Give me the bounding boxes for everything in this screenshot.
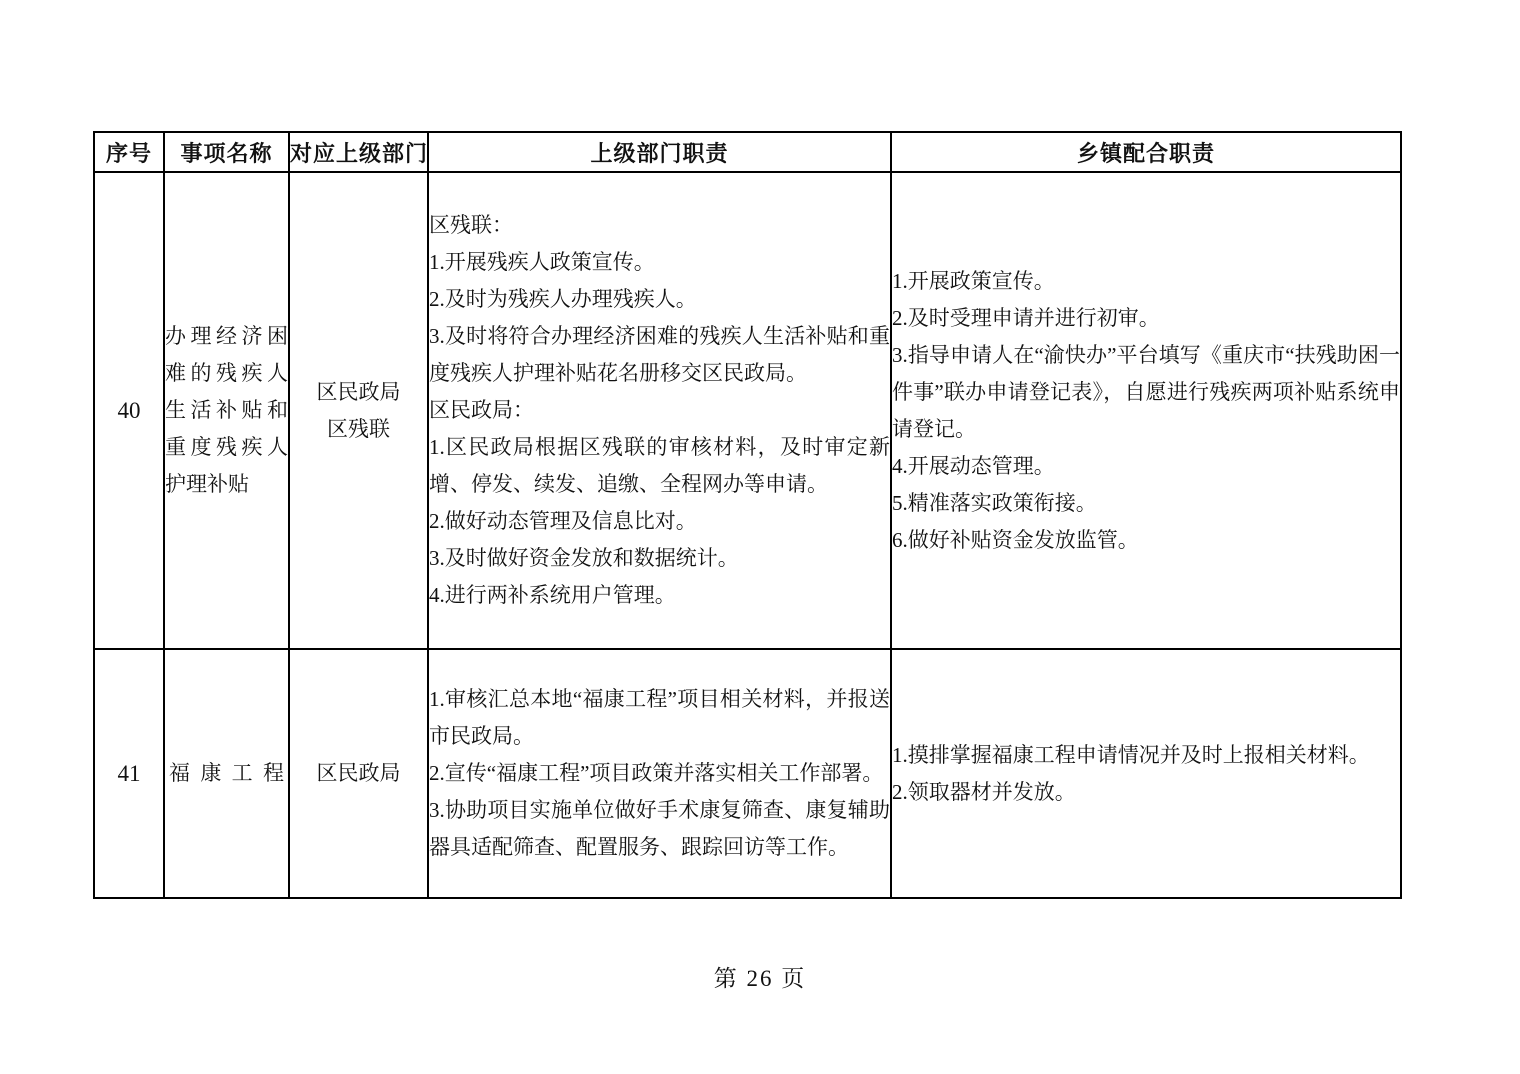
text-line: 区民政局：: [429, 398, 534, 422]
seq-cell: 40: [94, 172, 164, 649]
text-line: 3.协助项目实施单位做好手术康复筛查、康复辅助器具适配筛查、配置服务、跟踪回访等工作。: [429, 798, 890, 859]
text-line: 区残联：: [429, 213, 513, 237]
text-line: 3.及时将符合办理经济困难的残疾人生活补贴和重度残疾人护理补贴花名册移交区民政局。: [429, 324, 890, 385]
text-line: 2.领取器材并发放。: [892, 779, 1076, 804]
text-line: 1.区民政局根据区残联的审核材料，及时审定新增、停发、续发、追缴、全程网办等申请。: [429, 435, 890, 496]
text-line: 区残联: [327, 416, 390, 441]
text-line: 1.开展政策宣传。: [892, 268, 1055, 293]
header-superior-duties: 上级部门职责: [428, 132, 891, 172]
item-name: 办理经济困难的残疾人生活补贴和重度残疾人护理补贴: [165, 324, 288, 496]
table-row: [94, 172, 1401, 649]
text-line: 4.开展动态管理。: [892, 453, 1055, 478]
township-duties-cell: [891, 649, 1401, 898]
header-item-name: 事项名称: [164, 132, 289, 172]
table-header-row: [94, 132, 1401, 172]
superior-department-cell: [289, 172, 428, 649]
text-line: 6.做好补贴资金发放监管。: [892, 527, 1139, 552]
seq-cell: 41: [94, 649, 164, 898]
item-name-cell: [164, 649, 289, 898]
text-line: 1.审核汇总本地“福康工程”项目相关材料，并报送市民政局。: [429, 687, 890, 748]
text-line: 5.精准落实政策衔接。: [892, 490, 1097, 515]
text-line: 区民政局: [316, 379, 401, 404]
header-seq: 序号: [94, 132, 164, 172]
text-line: 3.指导申请人在“渝快办”平台填写《重庆市“扶残助困一件事”联办申请登记表》，自愿进行残疾两项补贴系统申请登记。: [892, 342, 1400, 441]
text-line: 1.摸排掌握福康工程申请情况并及时上报相关材料。: [892, 742, 1370, 767]
superior-department-cell: [289, 649, 428, 898]
duties-table: [93, 131, 1402, 899]
superior-duties-cell: [428, 649, 891, 898]
page-number: 第 26 页: [713, 966, 807, 991]
text-line: 2.宣传“福康工程”项目政策并落实相关工作部署。: [429, 761, 884, 785]
text-line: 区民政局: [316, 761, 401, 785]
text-line: 3.及时做好资金发放和数据统计。: [429, 546, 739, 570]
header-township-duties: 乡镇配合职责: [891, 132, 1401, 172]
township-duties-cell: [891, 172, 1401, 649]
superior-duties-cell: [428, 172, 891, 649]
text-line: 2.做好动态管理及信息比对。: [429, 509, 697, 533]
header-superior-department: 对应上级部门: [289, 132, 428, 172]
table-row: [94, 649, 1401, 898]
text-line: 1.开展残疾人政策宣传。: [429, 250, 655, 274]
text-line: 2.及时受理申请并进行初审。: [892, 305, 1160, 330]
text-line: 4.进行两补系统用户管理。: [429, 583, 676, 607]
text-line: 2.及时为残疾人办理残疾人。: [429, 287, 697, 311]
item-name-cell: [164, 172, 289, 649]
item-name: 福康工程: [169, 761, 284, 785]
